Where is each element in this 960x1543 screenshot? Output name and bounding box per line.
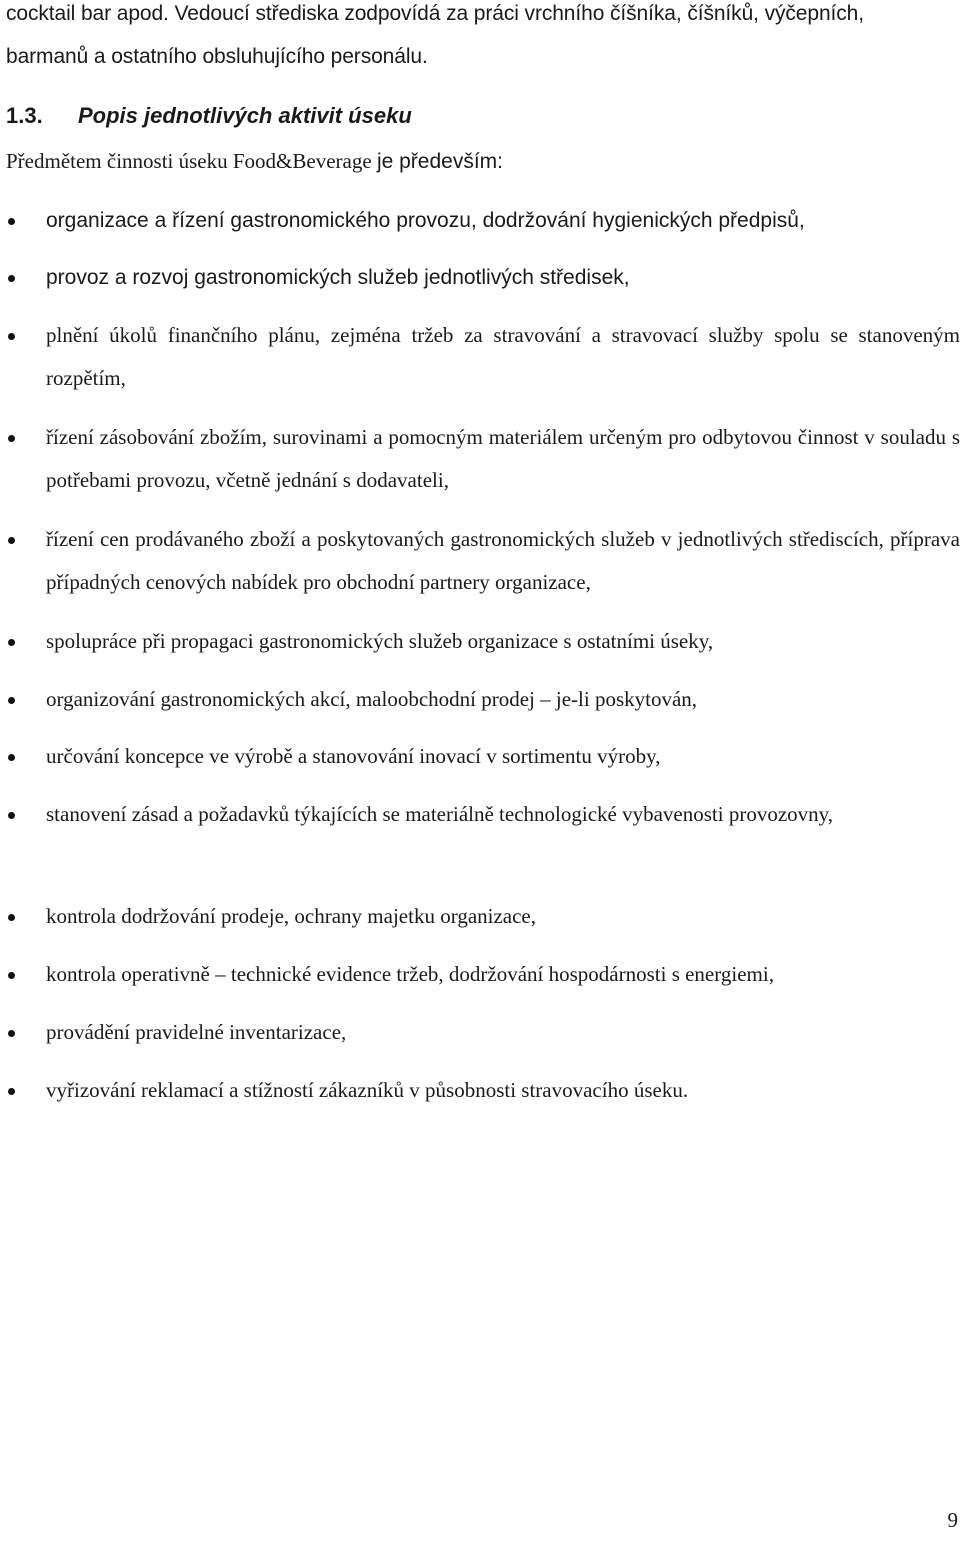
list-item-text: organizace a řízení gastronomického provozu, dodržování hygienických předpisů, xyxy=(46,209,805,232)
bullet-icon xyxy=(8,1088,15,1095)
bullet-icon xyxy=(8,435,15,442)
list-item-text: plnění úkolů finančního plánu, zejména tržeb za stravování a stravovací služby spolu se stanoveným rozpětím, xyxy=(46,323,960,390)
list-item-text: organizování gastronomických akcí, maloobchodní prodej – je-li poskytován, xyxy=(46,687,698,711)
bullet-icon xyxy=(8,218,15,225)
section-lead-part-a: Předmětem činnosti úseku Food&Beverage xyxy=(6,149,377,173)
intro-line-1: cocktail bar apod. Vedoucí střediska zodpovídá za práci vrchního číšníka, číšníků, výčepních, xyxy=(6,2,864,25)
section-title: Popis jednotlivých aktivit úseku xyxy=(78,103,412,128)
bullet-icon xyxy=(8,972,15,979)
page-number: 9 xyxy=(947,1508,958,1532)
list-item-text: stanovení zásad a požadavků týkajících se materiálně technologické vybavenosti provozovny, xyxy=(46,802,834,826)
section-heading xyxy=(6,103,412,129)
bullet-icon xyxy=(8,537,15,544)
list-item-text: kontrola operativně – technické evidence tržeb, dodržování hospodárnosti s energiemi, xyxy=(46,962,774,986)
bullet-icon xyxy=(8,333,15,340)
bullet-icon xyxy=(8,275,15,282)
list-item-text: spolupráce při propagaci gastronomických služeb organizace s ostatními úseky, xyxy=(46,629,714,653)
bullet-icon xyxy=(8,697,15,704)
list-item-text: řízení zásobování zbožím, surovinami a pomocným materiálem určeným pro odbytovou činnost v souladu s potřebami provozu, včetně jednání s dodavateli, xyxy=(46,425,960,492)
bullet-icon xyxy=(8,914,15,921)
list-item-text: určování koncepce ve výrobě a stanovování inovací v sortimentu výroby, xyxy=(46,744,661,768)
bullet-icon xyxy=(8,754,15,761)
list-item-text: vyřizování reklamací a stížností zákazníků v působnosti stravovacího úseku. xyxy=(46,1078,689,1102)
list-item-text: provádění pravidelné inventarizace, xyxy=(46,1020,347,1044)
list-item-text: provoz a rozvoj gastronomických služeb jednotlivých středisek, xyxy=(46,266,630,289)
bullet-icon xyxy=(8,1030,15,1037)
bullet-icon xyxy=(8,812,15,819)
list-item-text: kontrola dodržování prodeje, ochrany majetku organizace, xyxy=(46,904,537,928)
section-lead-part-b: je především: xyxy=(376,150,503,173)
list-item-text: řízení cen prodávaného zboží a poskytovaných gastronomických služeb v jednotlivých střediscích, příprava případných cenových nabídek pro obchodní partnery organizace, xyxy=(46,527,960,594)
intro-line-2: barmanů a ostatního obsluhujícího personálu. xyxy=(6,45,428,68)
section-lead xyxy=(6,149,503,174)
section-number: 1.3. xyxy=(6,103,43,128)
bullet-icon xyxy=(8,639,15,646)
